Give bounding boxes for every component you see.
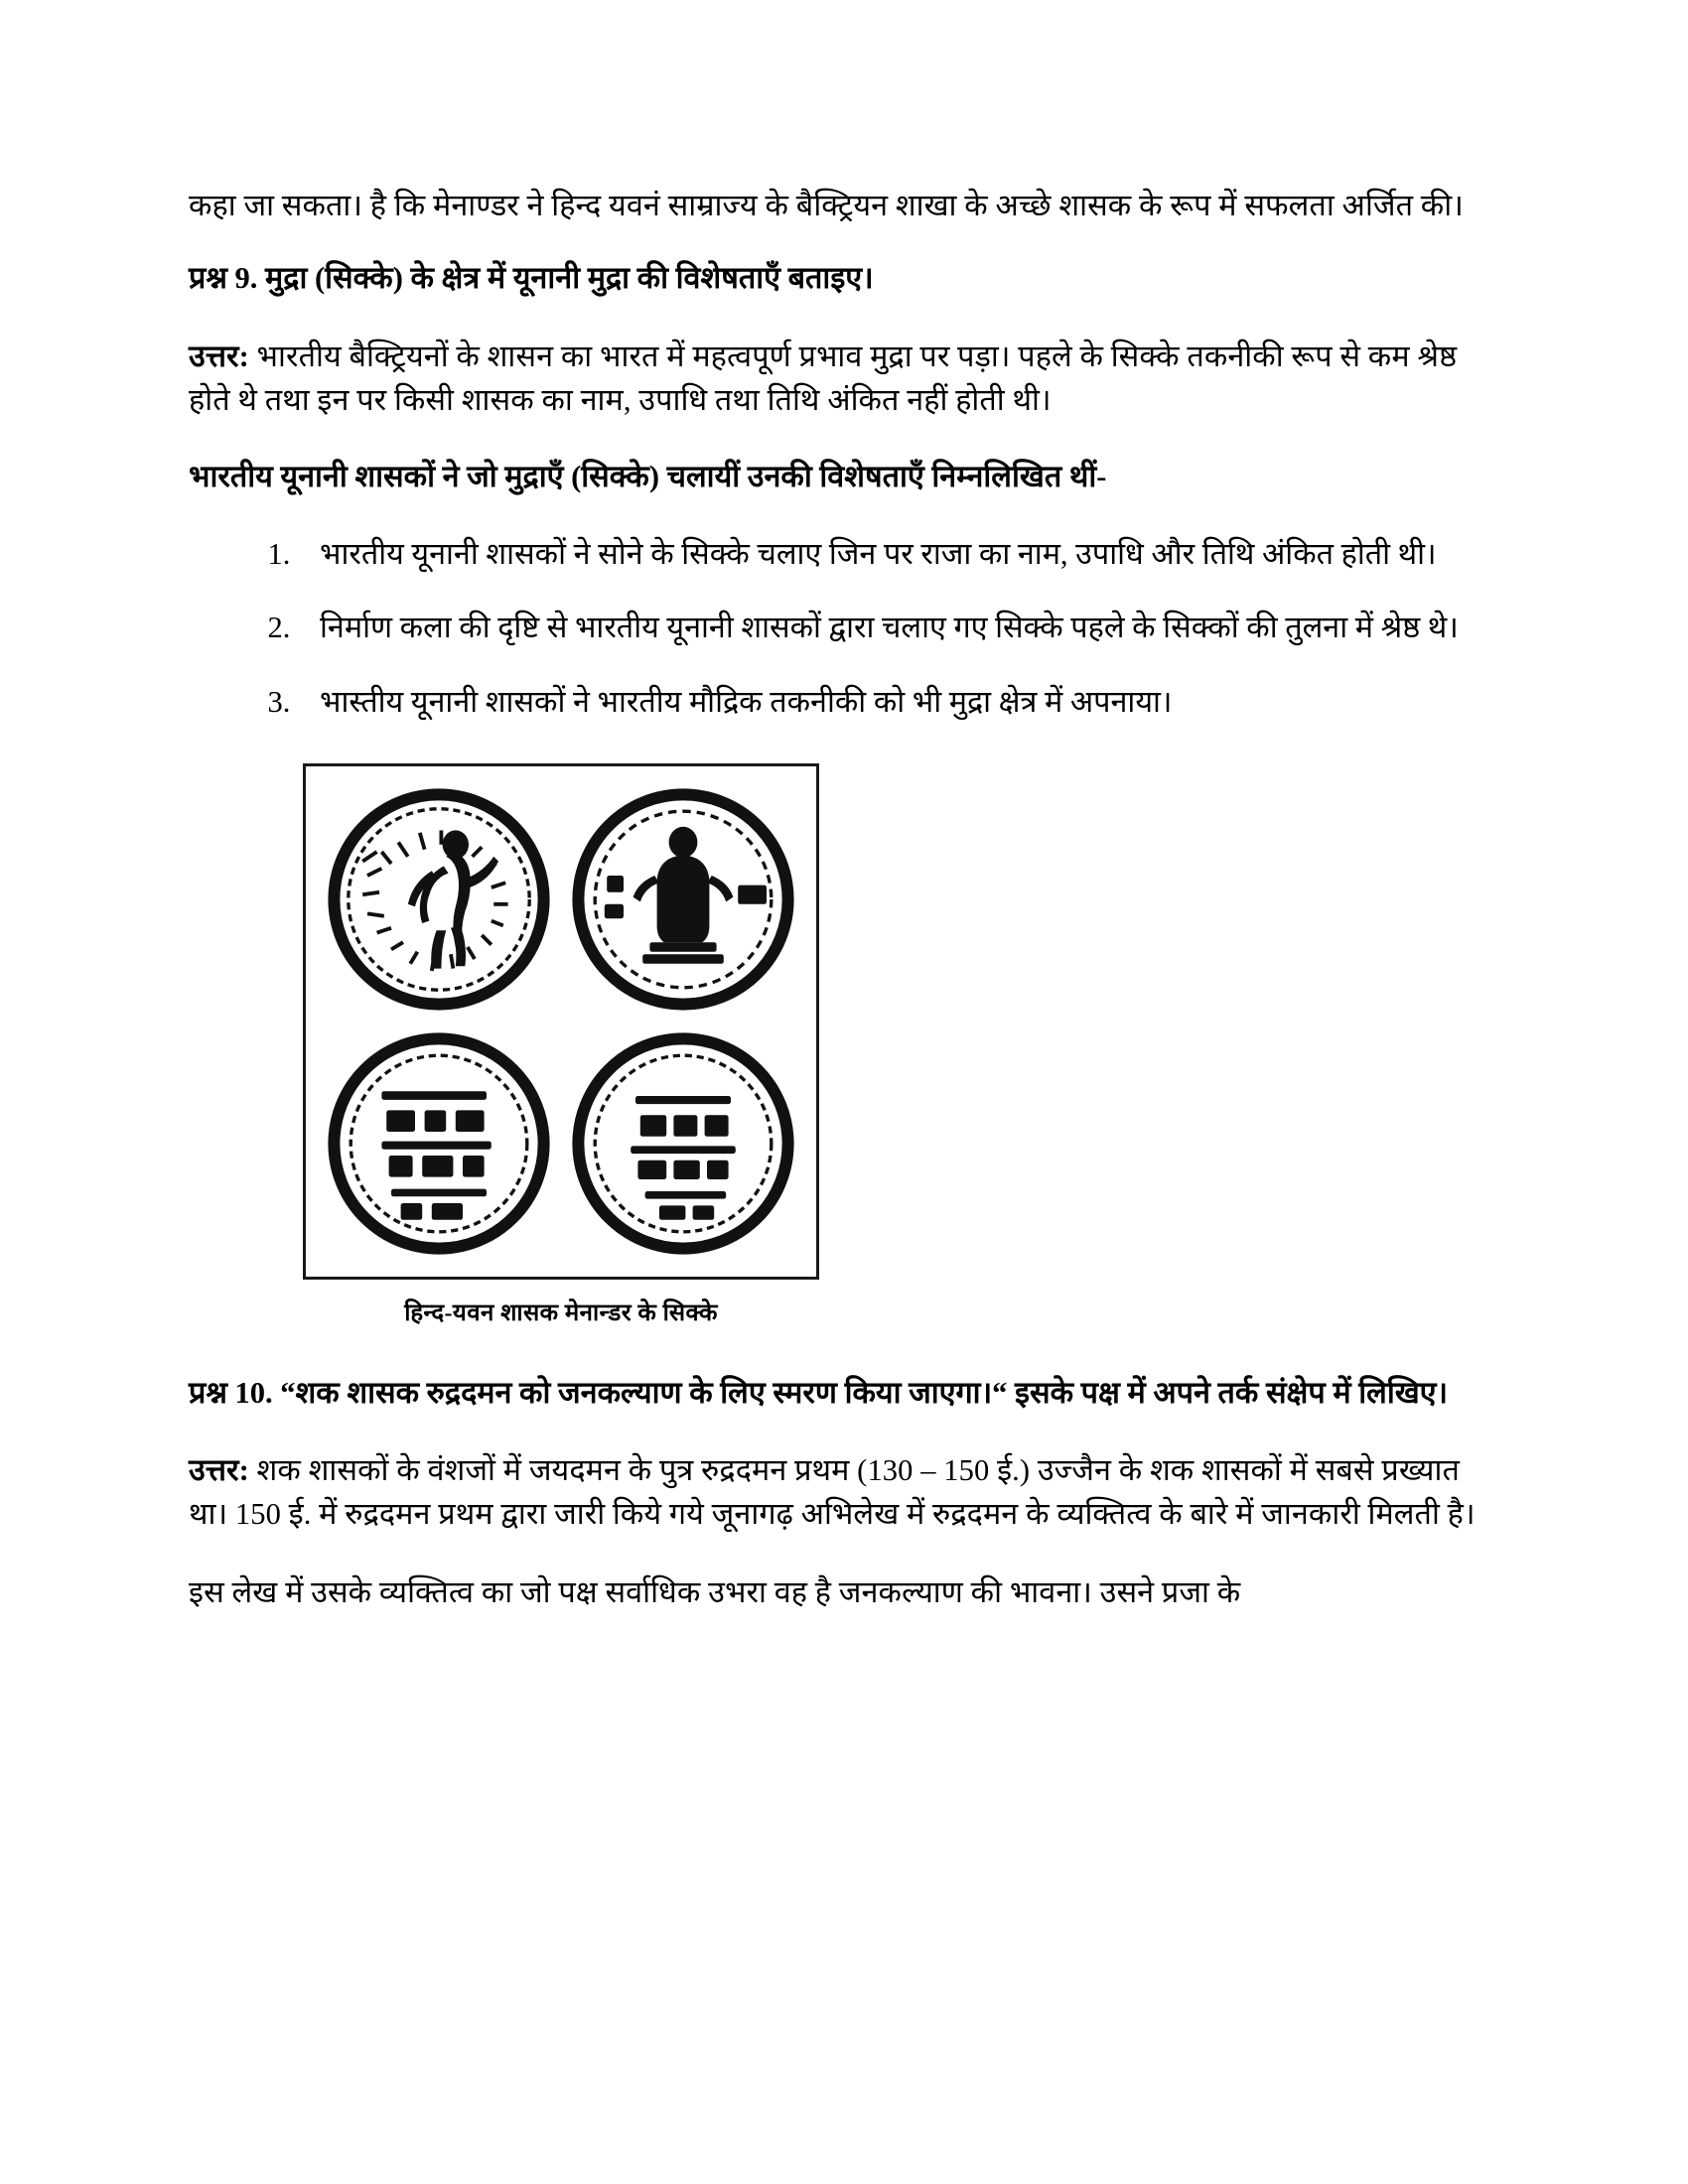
answer-10-text: शक शासकों के वंशजों में जयदमन के पुत्र रुद्रदमन प्रथम (130 – 150 ई.) उज्जैन के शक शासकों में सबसे प्रख्यात था। 150 ई. में रुद्रदमन प्रथम द्वारा जारी किये गये जूनागढ़ अभिलेख में रुद्रदमन के व्यक्तित्व के बारे में जानकारी मिलती है। xyxy=(189,1453,1476,1532)
intro-paragraph: कहा जा सकता। है कि मेनाण्डर ने हिन्द यवनं साम्राज्य के बैक्ट्रियन शाखा के अच्छे शासक के रूप में सफलता अर्जित की। xyxy=(189,189,1464,222)
figure-caption: हिन्द-यवन शासक मेनान्डर के सिक्के xyxy=(404,1299,718,1326)
answer-9-label: उत्तर: xyxy=(189,339,249,373)
answer-9-text: भारतीय बैक्ट्रियनों के शासन का भारत में महत्वपूर्ण प्रभाव मुद्रा पर पड़ा। पहले के सिक्के तकनीकी रूप से कम श्रेष्ठ होते थे तथा इन पर किसी शासक का नाम, उपाधि तथा तिथि अंकित नहीं होती थी। xyxy=(189,339,1458,417)
features-heading: भारतीय यूनानी शासकों ने जो मुद्राएँ (सिक्के) चलायीं उनकी विशेषताएँ निम्नलिखित थीं- xyxy=(189,459,1107,493)
answer-10-label: उत्तर: xyxy=(189,1453,249,1488)
page-content xyxy=(189,184,1499,1648)
closing-paragraph: इस लेख में उसके व्यक्तित्व का जो पक्ष सर्वाधिक उभरा वह है जनकल्याण की भावना। उसने प्रजा के xyxy=(189,1574,1241,1609)
coins-figure xyxy=(189,763,1499,1328)
coin-bottom-left xyxy=(320,1024,558,1263)
coin-grid xyxy=(320,780,802,1263)
question-9-heading: प्रश्न 9. मुद्रा (सिक्के) के क्षेत्र में यूनानी मुद्रा की विशेषताएँ बताइए। xyxy=(189,261,874,296)
coin-bottom-right xyxy=(564,1024,802,1263)
coin-illustration-frame xyxy=(303,763,819,1280)
answer-9-paragraph xyxy=(189,335,1499,422)
features-list xyxy=(189,532,1499,724)
list-item: 1. भारतीय यूनानी शासकों ने सोने के सिक्के चलाए जिन पर राजा का नाम, उपाधि और तिथि अंकित होती थी। xyxy=(298,532,1499,576)
list-item: 3. भास्तीय यूनानी शासकों ने भारतीय मौद्रिक तकनीकी को भी मुद्रा क्षेत्र में अपनाया। xyxy=(298,680,1499,724)
coin-top-right xyxy=(564,780,802,1019)
coin-top-left xyxy=(320,780,558,1019)
question-10-heading: प्रश्न 10. “शक शासक रुद्रदमन को जनकल्याण के लिए स्मरण किया जाएगा।“ इसके पक्ष में अपने तर्क संक्षेप में लिखिए। xyxy=(189,1375,1449,1410)
list-item: 2. निर्माण कला की दृष्टि से भारतीय यूनानी शासकों द्वारा चलाए गए सिक्के पहले के सिक्कों की तुलना में श्रेष्ठ थे। xyxy=(298,606,1499,649)
answer-10-paragraph xyxy=(189,1448,1499,1536)
